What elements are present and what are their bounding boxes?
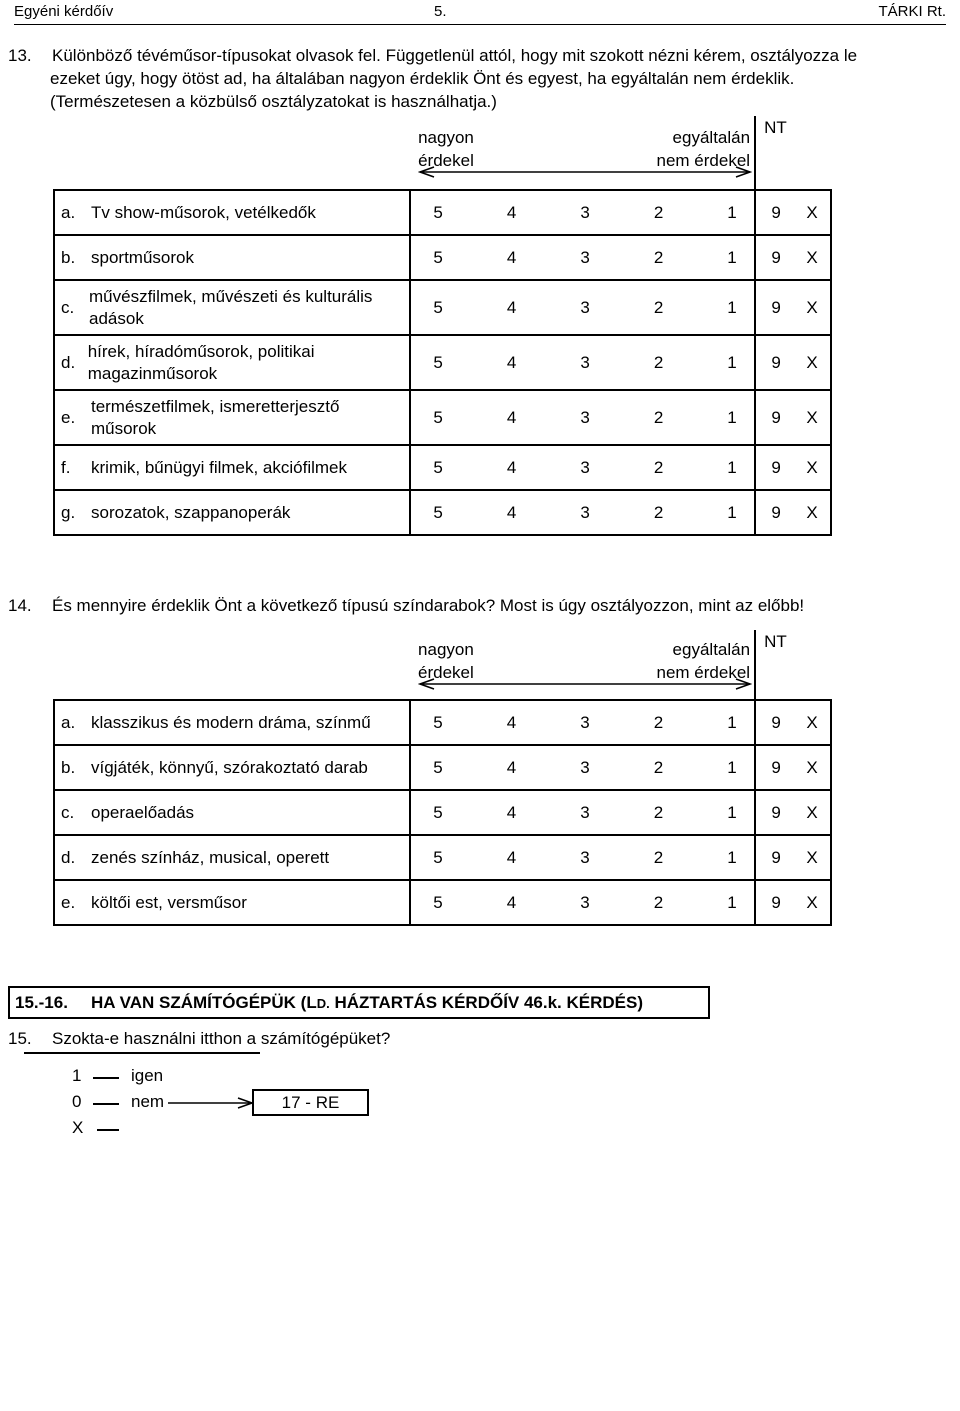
item-label: zenés színház, musical, operett [91, 847, 330, 867]
item-cell [54, 700, 410, 745]
table-row [54, 490, 831, 535]
double-arrow-icon [418, 166, 752, 178]
empty-header-cell [54, 116, 410, 190]
question-number: 14. [8, 596, 32, 615]
table-row [54, 880, 831, 925]
header-organization: TÁRKI Rt. [878, 3, 946, 20]
score-option-2[interactable]: 2 [653, 712, 664, 732]
question-13-text [8, 44, 954, 113]
score-cell [410, 390, 755, 445]
item-letter: c. [61, 802, 75, 822]
item-label: költői est, versműsor [91, 892, 247, 912]
score-cell [410, 835, 755, 880]
filter-instruction-box: 15.-16. HA VAN SZÁMÍTÓGÉPÜK (LD. HÁZTARTÁS KÉRDŐÍV 46.k. KÉRDÉS) [8, 986, 710, 1019]
score-option-1[interactable]: 1 [727, 802, 737, 822]
header-page-number: 5. [434, 3, 447, 20]
item-letter: d. [61, 352, 76, 372]
score-option-5[interactable]: 5 [433, 407, 443, 427]
item-letter: d. [61, 847, 76, 867]
answer-option-label[interactable]: nem [131, 1092, 165, 1111]
score-option-1[interactable]: 1 [727, 457, 737, 477]
score-cell [410, 280, 755, 335]
nt-option-x[interactable]: X [806, 757, 818, 777]
nt-cell [755, 490, 831, 535]
item-label: hírek, híradóműsorok, politikai magazinműsorok [87, 341, 315, 383]
answer-dash [97, 1129, 119, 1131]
score-option-5[interactable]: 5 [433, 757, 443, 777]
item-label: természetfilmek, ismeretterjesztő műsorok [90, 396, 340, 438]
item-letter: a. [61, 712, 76, 732]
score-option-4[interactable]: 4 [506, 757, 517, 777]
double-arrow-icon [418, 678, 752, 690]
skip-route-box: 17 - RE [252, 1089, 369, 1116]
score-option-2[interactable]: 2 [653, 892, 664, 912]
score-option-5[interactable]: 5 [433, 892, 443, 912]
item-cell [54, 235, 410, 280]
score-option-3[interactable]: 3 [580, 407, 590, 427]
score-option-2[interactable]: 2 [653, 297, 664, 317]
score-cell [410, 790, 755, 835]
nt-option-x[interactable]: X [806, 407, 818, 427]
score-option-1[interactable]: 1 [727, 502, 737, 522]
score-option-5[interactable]: 5 [433, 802, 443, 822]
answer-option-label[interactable]: igen [131, 1066, 164, 1085]
nt-option-9[interactable]: 9 [771, 407, 781, 427]
item-label: operaelőadás [91, 802, 195, 822]
score-option-4[interactable]: 4 [506, 247, 517, 267]
score-option-4[interactable]: 4 [506, 847, 517, 867]
item-label: klasszikus és modern dráma, színmű [91, 712, 371, 732]
nt-option-x[interactable]: X [806, 247, 818, 267]
scale-right-label: egyáltalán nem érdekel [656, 127, 751, 170]
nt-label: NT [764, 632, 787, 651]
nt-cell [755, 700, 831, 745]
nt-cell [755, 790, 831, 835]
score-option-2[interactable]: 2 [653, 407, 664, 427]
scale-right-label: egyáltalán nem érdekel [656, 639, 751, 682]
score-option-1[interactable]: 1 [727, 712, 737, 732]
score-option-4[interactable]: 4 [506, 297, 517, 317]
item-cell [54, 490, 410, 535]
question-text: Szokta-e használni itthon a számítógépüket? [52, 1029, 391, 1048]
question-14-rating-table [53, 630, 832, 926]
score-option-3[interactable]: 3 [580, 202, 590, 222]
score-option-4[interactable]: 4 [506, 892, 517, 912]
table-row [54, 835, 831, 880]
table-row [54, 700, 831, 745]
score-option-1[interactable]: 1 [727, 407, 737, 427]
header-title: Egyéni kérdőív [14, 3, 114, 20]
table-row [54, 445, 831, 490]
nt-cell [755, 745, 831, 790]
scale-left-label: nagyon érdekel [418, 127, 474, 170]
score-option-4[interactable]: 4 [506, 502, 517, 522]
nt-cell [755, 880, 831, 925]
score-option-2[interactable]: 2 [653, 247, 664, 267]
question-14-text [8, 596, 954, 616]
score-option-2[interactable]: 2 [653, 802, 664, 822]
question-text-line: Különböző tévéműsor-típusokat olvasok fel. Függetlenül attól, hogy mit szokott nézni kérem, osztályozza le [52, 46, 858, 65]
score-option-3[interactable]: 3 [580, 502, 590, 522]
answer-dash [93, 1103, 119, 1105]
score-option-1[interactable]: 1 [727, 352, 737, 372]
score-option-3[interactable]: 3 [580, 297, 590, 317]
nt-option-x[interactable]: X [806, 712, 818, 732]
empty-header-cell [54, 630, 410, 700]
item-letter: f. [61, 457, 71, 477]
header-divider [14, 24, 946, 25]
nt-option-9[interactable]: 9 [771, 802, 781, 822]
nt-option-x[interactable]: X [806, 892, 818, 912]
nt-cell [755, 280, 831, 335]
score-option-3[interactable]: 3 [580, 892, 590, 912]
score-cell [410, 235, 755, 280]
item-cell [54, 880, 410, 925]
score-option-4[interactable]: 4 [506, 407, 517, 427]
score-option-3[interactable]: 3 [580, 757, 590, 777]
nt-header-cell [755, 630, 831, 700]
item-letter: b. [61, 247, 76, 267]
nt-option-x[interactable]: X [806, 202, 818, 222]
score-option-5[interactable]: 5 [433, 847, 443, 867]
item-cell [54, 835, 410, 880]
scale-header-cell [410, 630, 755, 700]
score-option-5[interactable]: 5 [433, 352, 443, 372]
score-option-4[interactable]: 4 [506, 802, 517, 822]
score-option-3[interactable]: 3 [580, 802, 590, 822]
item-letter: g. [61, 502, 76, 522]
question-text-line: (Természetesen a közbülső osztályzatokat is használhatja.) [50, 92, 497, 111]
nt-option-x[interactable]: X [806, 297, 818, 317]
score-cell [410, 700, 755, 745]
item-cell [54, 190, 410, 235]
item-cell [54, 790, 410, 835]
nt-cell [755, 390, 831, 445]
nt-cell [755, 445, 831, 490]
score-cell [410, 445, 755, 490]
nt-cell [755, 235, 831, 280]
nt-option-9[interactable]: 9 [771, 892, 781, 912]
question-text: És mennyire érdeklik Önt a következő típusú színdarabok? Most is úgy osztályozzon, mint az előbb! [52, 596, 805, 615]
score-option-2[interactable]: 2 [653, 847, 664, 867]
score-option-2[interactable]: 2 [653, 502, 664, 522]
nt-label: NT [764, 118, 787, 137]
table-row [54, 280, 831, 335]
item-label: vígjáték, könnyű, szórakoztató darab [91, 757, 368, 777]
item-label: sorozatok, szappanoperák [91, 502, 291, 522]
table-row [54, 335, 831, 390]
nt-cell [755, 335, 831, 390]
item-cell [54, 745, 410, 790]
score-option-2[interactable]: 2 [653, 757, 664, 777]
nt-option-x[interactable]: X [806, 802, 818, 822]
score-option-5[interactable]: 5 [433, 712, 443, 732]
question-15-text [8, 1029, 390, 1049]
score-cell [410, 335, 755, 390]
score-option-4[interactable]: 4 [506, 352, 517, 372]
nt-option-9[interactable]: 9 [771, 202, 781, 222]
table-row [54, 790, 831, 835]
nt-option-x[interactable]: X [806, 352, 818, 372]
nt-option-9[interactable]: 9 [771, 247, 781, 267]
nt-option-9[interactable]: 9 [771, 457, 781, 477]
nt-option-x[interactable]: X [806, 502, 818, 522]
score-cell [410, 490, 755, 535]
item-cell [54, 335, 410, 390]
score-option-5[interactable]: 5 [433, 457, 443, 477]
score-option-3[interactable]: 3 [580, 247, 590, 267]
score-cell [410, 880, 755, 925]
score-option-1[interactable]: 1 [727, 247, 737, 267]
nt-option-9[interactable]: 9 [771, 297, 781, 317]
score-option-3[interactable]: 3 [580, 457, 590, 477]
score-option-1[interactable]: 1 [727, 757, 737, 777]
score-option-5[interactable]: 5 [433, 202, 443, 222]
score-option-2[interactable]: 2 [653, 457, 664, 477]
score-option-3[interactable]: 3 [580, 847, 590, 867]
table-row [54, 745, 831, 790]
scale-header-row [54, 116, 831, 190]
table-row [54, 390, 831, 445]
item-cell [54, 280, 410, 335]
score-option-5[interactable]: 5 [433, 502, 443, 522]
score-option-5[interactable]: 5 [433, 247, 443, 267]
score-option-2[interactable]: 2 [653, 202, 664, 222]
item-cell [54, 390, 410, 445]
item-letter: e. [61, 407, 76, 427]
question-number: 15. [8, 1029, 32, 1048]
score-option-4[interactable]: 4 [506, 202, 517, 222]
nt-option-9[interactable]: 9 [771, 352, 781, 372]
table-row [54, 235, 831, 280]
nt-option-9[interactable]: 9 [771, 712, 781, 732]
question-text-line: ezeket úgy, hogy ötöst ad, ha általában nagyon érdeklik Önt és egyest, ha egyáltalán nem érdeklik. [50, 69, 795, 88]
scale-header-row [54, 630, 831, 700]
score-option-1[interactable]: 1 [727, 847, 737, 867]
item-label: Tv show-műsorok, vetélkedők [91, 202, 316, 222]
score-option-5[interactable]: 5 [433, 297, 443, 317]
answer-option-code: 1 [72, 1066, 82, 1085]
question-range: 15.-16. [15, 993, 68, 1012]
item-letter: a. [61, 202, 76, 222]
nt-option-x[interactable]: X [806, 457, 818, 477]
score-cell [410, 745, 755, 790]
question-15-underline [24, 1052, 260, 1054]
item-letter: c. [61, 297, 75, 317]
score-option-4[interactable]: 4 [506, 712, 517, 732]
route-arrow-icon [168, 1097, 254, 1109]
score-option-3[interactable]: 3 [580, 352, 590, 372]
score-option-1[interactable]: 1 [727, 202, 737, 222]
answer-option-code: 0 [72, 1092, 82, 1111]
question-number: 13. [8, 46, 32, 65]
item-cell [54, 445, 410, 490]
answer-dash [93, 1077, 119, 1079]
score-cell [410, 190, 755, 235]
nt-header-cell [755, 116, 831, 190]
table-row [54, 190, 831, 235]
item-label: művészfilmek, művészeti és kulturális adások [89, 286, 373, 328]
answer-option-code: X [72, 1118, 84, 1137]
scale-left-label: nagyon érdekel [418, 639, 474, 682]
score-option-4[interactable]: 4 [506, 457, 517, 477]
question-13-rating-table [53, 116, 832, 536]
scale-header-cell [410, 116, 755, 190]
nt-option-x[interactable]: X [806, 847, 818, 867]
item-letter: b. [61, 757, 76, 777]
nt-option-9[interactable]: 9 [771, 757, 781, 777]
item-letter: e. [61, 892, 76, 912]
nt-cell [755, 190, 831, 235]
item-label: sportműsorok [91, 247, 194, 267]
nt-option-9[interactable]: 9 [771, 847, 781, 867]
score-option-1[interactable]: 1 [727, 892, 737, 912]
score-option-2[interactable]: 2 [653, 352, 664, 372]
nt-cell [755, 835, 831, 880]
page-header [14, 0, 946, 24]
item-label: krimik, bűnügyi filmek, akciófilmek [91, 457, 348, 477]
nt-option-9[interactable]: 9 [771, 502, 781, 522]
score-option-3[interactable]: 3 [580, 712, 590, 732]
score-option-1[interactable]: 1 [727, 297, 737, 317]
